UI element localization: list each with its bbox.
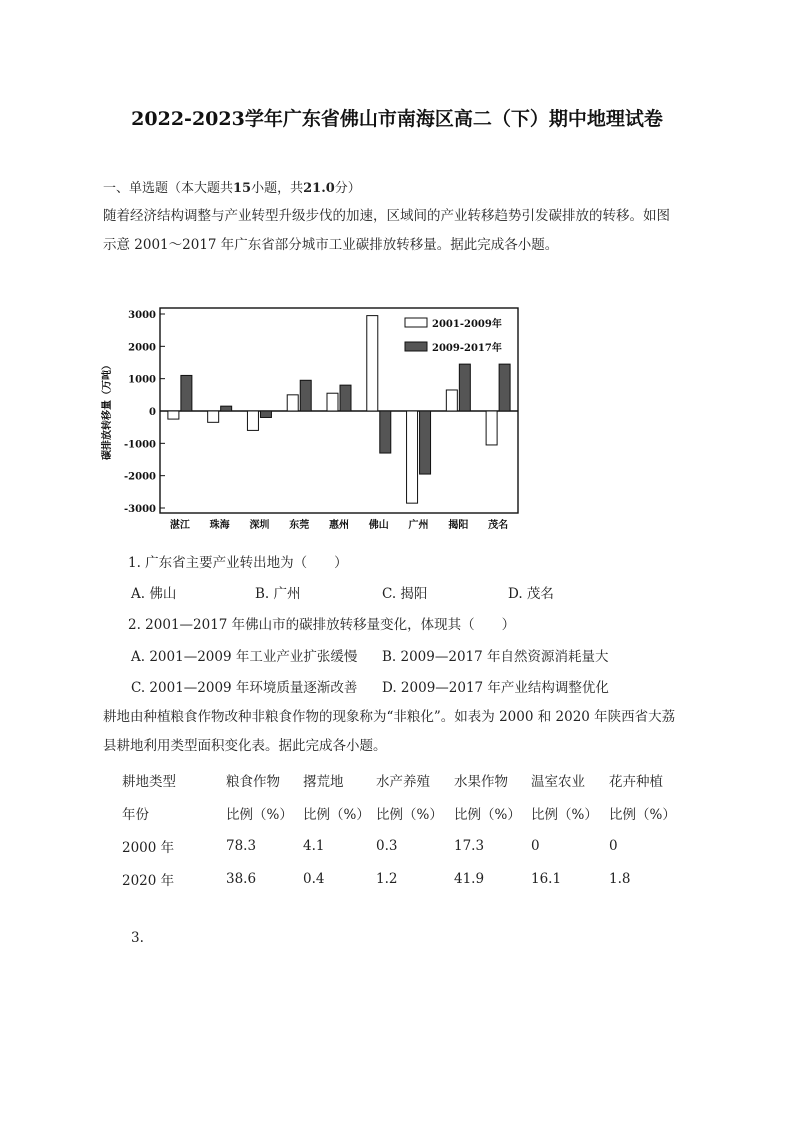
intro-line: 示意 2001～2017 年广东省部分城市工业碳排放转移量。据此完成各小题。 <box>103 237 559 253</box>
intro-paragraph-2 <box>103 703 703 761</box>
table-cell: 水产养殖 <box>376 773 430 790</box>
legend-swatch-2009-2017 <box>405 342 427 351</box>
table-cell: 比例（%） <box>609 806 676 823</box>
table-row <box>122 862 689 895</box>
bar-2001-2009 <box>247 411 258 430</box>
legend-label-2009-2017: 2009-2017年 <box>432 343 502 354</box>
table-cell: 比例（%） <box>376 806 443 823</box>
bar-2001-2009 <box>367 316 378 411</box>
q1-option-a[interactable]: A. 佛山 <box>131 586 177 602</box>
table-cell: 0 <box>531 837 540 854</box>
x-tick-label: 广州 <box>408 520 429 531</box>
question-2-stem: 2. 2001—2017 年佛山市的碳排放转移量变化，体现其（ ） <box>128 617 516 633</box>
y-tick-label: -3000 <box>124 504 156 515</box>
table-cell: 1.8 <box>609 870 631 887</box>
bar-2009-2017 <box>380 411 391 453</box>
bar-2009-2017 <box>181 375 192 411</box>
x-tick-label: 佛山 <box>368 520 389 531</box>
table-header-row-2 <box>122 796 689 829</box>
x-tick-label: 揭阳 <box>448 520 469 531</box>
bar-2009-2017 <box>260 411 271 417</box>
table-cell: 41.9 <box>454 870 485 887</box>
q2-option-d[interactable]: D. 2009—2017 年产业结构调整优化 <box>382 680 609 696</box>
bar-2001-2009 <box>168 411 179 419</box>
bar-2001-2009 <box>208 411 219 422</box>
bar-2009-2017 <box>221 406 232 411</box>
carbon-transfer-chart <box>100 302 540 534</box>
table-cell: 0.3 <box>376 837 398 854</box>
bar-2009-2017 <box>459 364 470 411</box>
intro-paragraph-1 <box>103 202 703 260</box>
table-cell: 1.2 <box>376 870 398 887</box>
y-tick-label: 2000 <box>128 342 156 354</box>
y-tick-label: -1000 <box>124 439 156 451</box>
table-cell: 撂荒地 <box>303 773 344 790</box>
table-cell: 耕地类型 <box>122 773 176 790</box>
chart-svg <box>100 302 540 534</box>
table-cell: 2020 年 <box>122 872 175 889</box>
bar-2009-2017 <box>340 385 351 411</box>
y-tick-label: 0 <box>149 407 156 418</box>
table-cell: 温室农业 <box>531 773 585 790</box>
x-tick-label: 珠海 <box>209 520 230 531</box>
bar-2001-2009 <box>327 393 338 411</box>
table-header-row-1 <box>122 763 689 796</box>
q2-option-c[interactable]: C. 2001—2009 年环境质量逐渐改善 <box>131 680 358 696</box>
bar-2001-2009 <box>446 390 457 411</box>
table-cell: 比例（%） <box>226 806 293 823</box>
bar-2009-2017 <box>499 364 510 411</box>
x-tick-label: 东莞 <box>289 520 310 531</box>
q1-option-d[interactable]: D. 茂名 <box>508 586 554 602</box>
legend-swatch-2001-2009 <box>405 318 427 327</box>
table-cell: 0 <box>609 837 618 854</box>
intro-line: 县耕地利用类型面积变化表。据此完成各小题。 <box>103 738 387 754</box>
section-heading: 一、单选题（本大题共15小题，共21.0分） <box>103 181 361 196</box>
q2-option-b[interactable]: B. 2009—2017 年自然资源消耗量大 <box>382 649 609 665</box>
page-title: 2022-2023学年广东省佛山市南海区高二（下）期中地理试卷 <box>131 108 663 130</box>
q1-option-c[interactable]: C. 揭阳 <box>382 586 428 602</box>
bar-2001-2009 <box>407 411 418 503</box>
legend-label-2001-2009: 2001-2009年 <box>432 319 502 330</box>
table-cell: 水果作物 <box>454 773 508 790</box>
table-cell: 年份 <box>122 806 149 823</box>
intro-line: 耕地由种植粮食作物改种非粮食作物的现象称为“非粮化”。如表为 2000 和 2020 年陕西省大荔 <box>103 709 676 725</box>
table-cell: 花卉种植 <box>609 773 663 790</box>
table-cell: 78.3 <box>226 837 257 854</box>
bar-2009-2017 <box>300 380 311 411</box>
table-cell: 4.1 <box>303 837 325 854</box>
bar-2001-2009 <box>486 411 497 445</box>
x-tick-label: 湛江 <box>169 520 190 531</box>
q1-option-b[interactable]: B. 广州 <box>255 586 301 602</box>
table-cell: 2000 年 <box>122 839 175 856</box>
x-tick-label: 茂名 <box>488 520 509 531</box>
bar-2009-2017 <box>420 411 431 474</box>
table-cell: 17.3 <box>454 837 485 854</box>
table-cell: 比例（%） <box>531 806 598 823</box>
question-3-number: 3. <box>131 930 144 946</box>
x-tick-label: 深圳 <box>249 520 270 531</box>
table-cell: 38.6 <box>226 870 257 887</box>
y-tick-label: -2000 <box>124 471 156 483</box>
q2-option-a[interactable]: A. 2001—2009 年工业产业扩张缓慢 <box>131 649 358 665</box>
farmland-table <box>122 763 689 895</box>
table-cell: 比例（%） <box>303 806 370 823</box>
table-cell: 比例（%） <box>454 806 521 823</box>
table-row <box>122 829 689 862</box>
x-tick-label: 惠州 <box>329 520 349 531</box>
table-cell: 粮食作物 <box>226 773 280 790</box>
y-tick-label: 3000 <box>128 310 156 321</box>
bar-2001-2009 <box>287 395 298 411</box>
question-1-stem: 1. 广东省主要产业转出地为（ ） <box>128 555 348 571</box>
table-cell: 16.1 <box>531 870 562 887</box>
y-tick-label: 1000 <box>128 374 156 386</box>
y-axis-label: 碳排放转移量（万吨） <box>102 360 113 460</box>
intro-line: 随着经济结构调整与产业转型升级步伐的加速，区域间的产业转移趋势引发碳排放的转移。如图 <box>103 208 670 224</box>
table-cell: 0.4 <box>303 870 325 887</box>
